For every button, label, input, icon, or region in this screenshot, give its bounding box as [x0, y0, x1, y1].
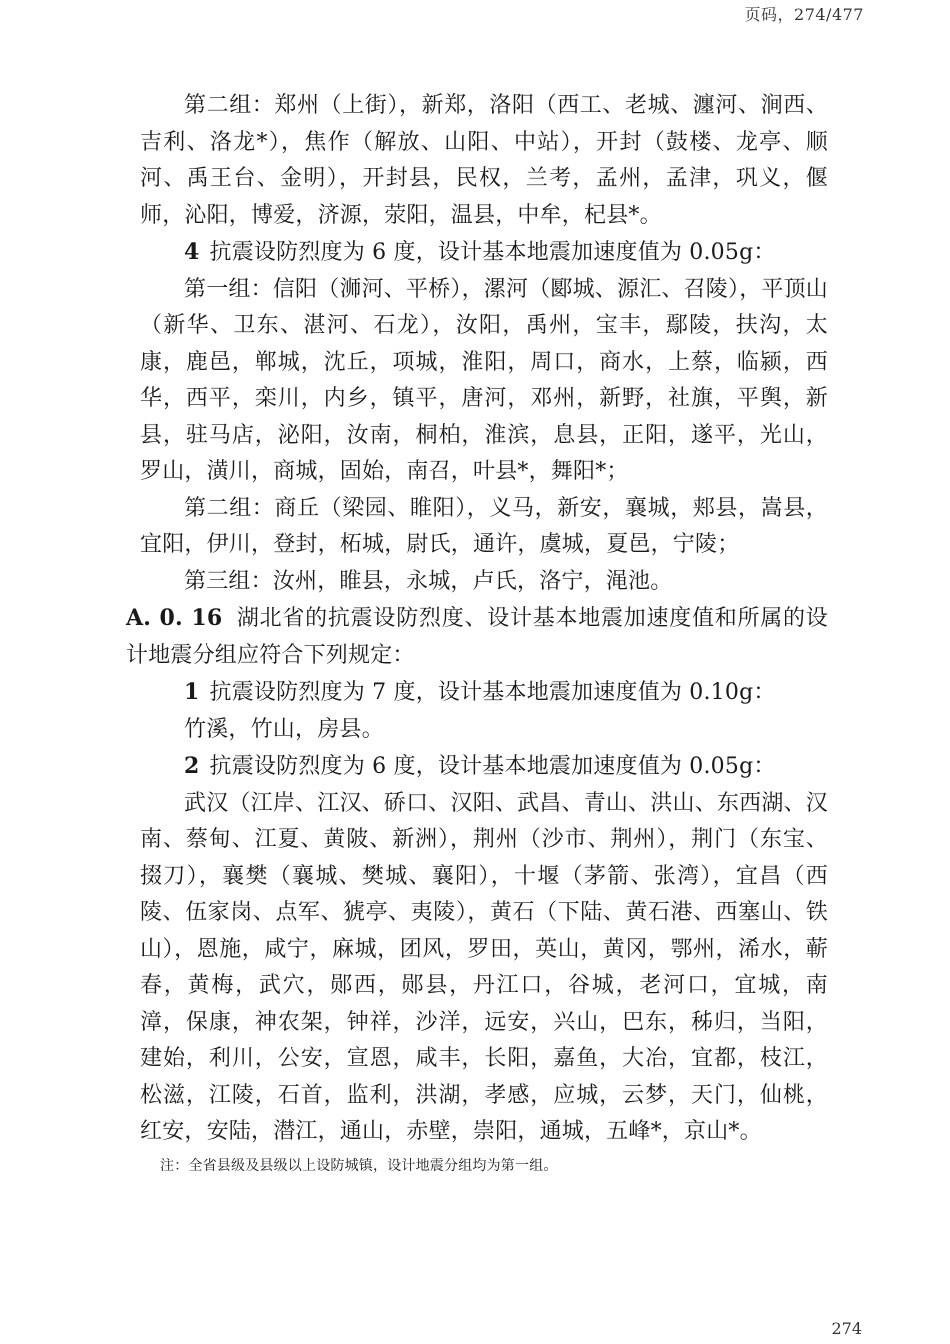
- page-number: 274: [831, 1319, 862, 1338]
- paragraph-hubei-item1: [140, 674, 828, 712]
- paragraph-hubei-item2: [140, 748, 828, 786]
- paragraph-hubei-item2-list: 武汉（江岸、江汉、硚口、汉阳、武昌、青山、洪山、东西湖、汉南、蔡甸、江夏、黄陂、新洲），荆州（沙市、荆州），荆门（东宝、掇刀），襄樊（襄城、樊城、襄阳），十堰（茅箭、张湾），宜昌（西陵、伍家岗、点军、猇亭、夷陵），黄石（下陆、黄石港、西塞山、铁山），恩施，咸宁，麻城，团风，罗田，英山，黄冈，鄂州，浠水，蕲春，黄梅，武穴，郧西，郧县，丹江口，谷城，老河口，宜城，南漳，保康，神农架，钟祥，沙洋，远安，兴山，巴东，秭归，当阳，建始，利川，公安，宣恩，咸丰，长阳，嘉鱼，大冶，宜都，枝江，松滋，江陵，石首，监利，洪湖，孝感，应城，云梦，天门，仙桃，红安，安陆，潜江，通山，赤壁，崇阳，通城，五峰*，京山*。: [140, 790, 828, 1144]
- article-number: A. 0. 16: [126, 605, 223, 631]
- paragraph-henan-group2: 第二组：郑州（上街），新郑，洛阳（西工、老城、瀍河、涧西、吉利、洛龙*），焦作（解放、山阳、中站），开封（鼓楼、龙亭、顺河、禹王台、金明），开封县，民权，兰考，孟州，孟津，巩义，偃师，沁阳，博爱，济源，荥阳，温县，中牟，杞县*。: [140, 93, 828, 228]
- footnote: 注：全省县级及县级以上设防城镇，设计地震分组均为第一组。: [160, 1157, 558, 1174]
- paragraph-henan-item4-group3: 第三组：汝州，睢县，永城，卢氏，洛宁，渑池。: [184, 568, 673, 594]
- article-a-0-16: [126, 600, 828, 674]
- item-number: 2: [184, 753, 200, 779]
- document-body: [126, 88, 829, 1177]
- paragraph-henan-item4-group1: 第一组：信阳（浉河、平桥），漯河（郾城、源汇、召陵），平顶山（新华、卫东、湛河、石龙），汝阳，禹州，宝丰，鄢陵，扶沟，太康，鹿邑，郸城，沈丘，项城，淮阳，周口，商水，上蔡，临颍，西华，西平，栾川，内乡，镇平，唐河，邓州，新野，社旗，平舆，新县，驻马店，泌阳，汝南，桐柏，淮滨，息县，正阳，遂平，光山，罗山，潢川，商城，固始，南召，叶县*，舞阳*；: [140, 276, 829, 484]
- paragraph-hubei-item1-list: 竹溪，竹山，房县。: [184, 716, 384, 742]
- page-counter: 页码，274/477: [744, 5, 864, 24]
- article-text: 湖北省的抗震设防烈度、设计基本地震加速度值和所属的设计地震分组应符合下列规定：: [126, 606, 828, 668]
- item-number: 4: [184, 239, 200, 265]
- item-text: 抗震设防烈度为 7 度，设计基本地震加速度值为 0.10g：: [209, 680, 776, 705]
- item-text: 抗震设防烈度为 6 度，设计基本地震加速度值为 0.05g：: [209, 754, 776, 779]
- paragraph-henan-item4: [140, 234, 828, 272]
- item-number: 1: [184, 679, 200, 705]
- item-text: 抗震设防烈度为 6 度，设计基本地震加速度值为 0.05g：: [209, 240, 776, 265]
- paragraph-henan-item4-group2: 第二组：商丘（梁园、睢阳），义马，新安，襄城，郏县，嵩县，宜阳，伊川，登封，柘城，尉氏，通许，虞城，夏邑，宁陵；: [140, 495, 828, 557]
